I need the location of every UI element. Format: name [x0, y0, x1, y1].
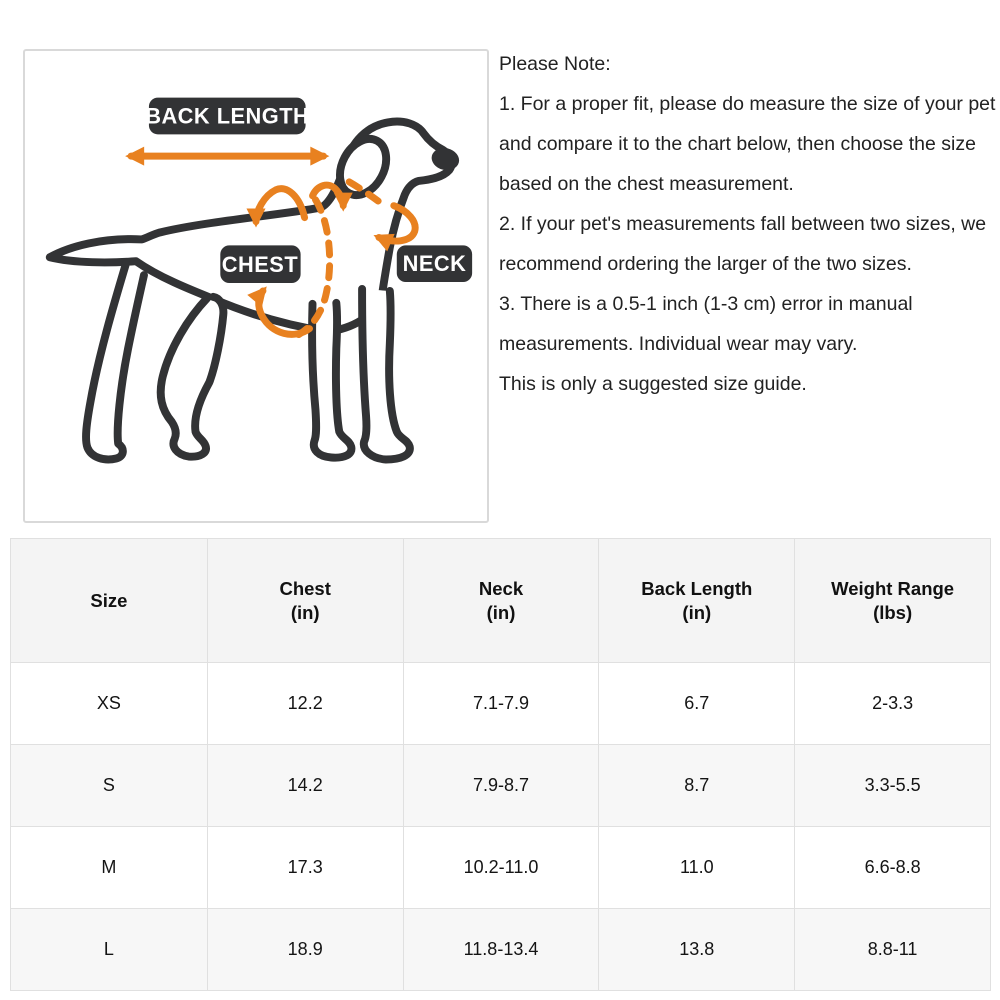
note-item-1: 1. For a proper fit, please do measure the size of your pet and compare it to the chart below, then choose the size based on the chest measurement.	[499, 93, 996, 195]
col-header-unit: (in)	[682, 601, 712, 623]
col-header-label: Weight Range	[831, 577, 955, 599]
cell-size: L	[103, 939, 114, 959]
cell-neck: 7.1-7.9	[403, 663, 599, 744]
cell-size: M	[101, 857, 117, 877]
notes-title: Please Note:	[499, 53, 611, 75]
chest-badge-label: CHEST	[221, 252, 299, 278]
cell-neck: 7.9-8.7	[403, 745, 599, 826]
col-header-label: Size	[90, 589, 128, 611]
dog-diagram-svg	[25, 51, 487, 521]
table-row-l	[11, 908, 990, 990]
cell-size: XS	[96, 693, 121, 713]
cell-weight: 6.6-8.8	[794, 827, 990, 908]
cell-weight: 2-3.3	[794, 663, 990, 744]
table-row-m	[11, 826, 990, 908]
col-header-unit: (in)	[290, 601, 320, 623]
dog-front-leg-far	[362, 289, 410, 460]
table-row-s	[11, 744, 990, 826]
cell-back-length: 8.7	[598, 745, 794, 826]
col-header-size	[11, 539, 207, 662]
cell-size: S	[102, 775, 115, 795]
table-header-row	[11, 539, 990, 662]
dog-measurement-diagram	[23, 49, 489, 523]
col-header-label: Neck	[478, 577, 524, 599]
cell-back-length: 11.0	[598, 827, 794, 908]
size-table	[10, 538, 991, 991]
notes-block	[499, 44, 1000, 404]
col-header-unit: (lbs)	[873, 601, 913, 623]
col-header-label: Back Length	[641, 577, 753, 599]
cell-chest: 12.2	[207, 663, 403, 744]
note-item-2: 2. If your pet's measurements fall between two sizes, we recommend ordering the larger of the two sizes.	[499, 213, 987, 275]
table-row-xs	[11, 662, 990, 744]
cell-weight: 3.3-5.5	[794, 745, 990, 826]
col-header-unit: (in)	[486, 601, 516, 623]
cell-back-length: 6.7	[598, 663, 794, 744]
cell-neck: 10.2-11.0	[403, 827, 599, 908]
col-header-label: Chest	[279, 577, 331, 599]
col-header-chest	[207, 539, 403, 662]
neck-badge-label: NECK	[402, 251, 467, 277]
note-item-3: 3. There is a 0.5-1 inch (1-3 cm) error in manual measurements. Individual wear may vary.	[499, 293, 913, 355]
cell-chest: 14.2	[207, 745, 403, 826]
col-header-weight-range	[794, 539, 990, 662]
note-footer: This is only a suggested size guide.	[499, 373, 807, 395]
col-header-neck	[403, 539, 599, 662]
cell-weight: 8.8-11	[794, 909, 990, 990]
dog-rear-leg-far	[86, 263, 144, 459]
cell-chest: 17.3	[207, 827, 403, 908]
cell-chest: 18.9	[207, 909, 403, 990]
dog-outline-illustration	[50, 122, 462, 460]
dog-rear-leg-near	[161, 297, 224, 457]
cell-back-length: 13.8	[598, 909, 794, 990]
cell-neck: 11.8-13.4	[403, 909, 599, 990]
back-length-badge-label: BACK LENGTH	[145, 103, 310, 129]
col-header-back-length	[598, 539, 794, 662]
